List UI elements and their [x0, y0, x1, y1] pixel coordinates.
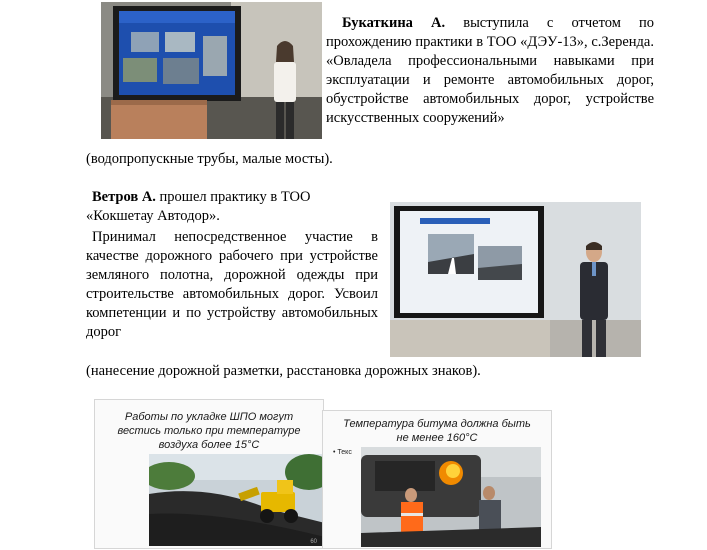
- student-name-bukatkina: Букаткина А.: [342, 15, 446, 31]
- paragraph-bukatkina-continuation: [86, 150, 646, 169]
- photo-speaker-1: [101, 2, 322, 139]
- slide-bitumen-image: [361, 447, 541, 547]
- slide-bitumen-temperature-title: Температура битума должна быть не менее 160°С: [343, 418, 531, 444]
- slide-asphalt-laying-image: [149, 454, 324, 546]
- slide-asphalt-laying: [94, 399, 324, 549]
- slide-bitumen-temperature: [322, 410, 552, 549]
- paragraph-vetrov-intro: [86, 188, 378, 226]
- slide-page-number: 60: [310, 539, 317, 545]
- paragraph-vetrov-body-text: Принимал непосредственное участие в качестве дорожного рабочего при устройстве земляного полотна, дорожной одежды при строительстве автомобильных дорог. Усвоил компетенции и по устройству автомобильных дорог: [86, 229, 378, 340]
- paragraph-vetrov-continuation: [86, 362, 646, 381]
- slide-asphalt-laying-title: Работы по укладке ШПО могут вестись только при температуре воздуха более 15°С: [117, 411, 301, 451]
- paragraph-vetrov-intro-text: прошел практику в ТОО «Кокшетау Автодор».: [86, 189, 311, 224]
- paragraph-bukatkina-continuation-text: (водопропускные трубы, малые мосты).: [86, 151, 333, 167]
- slide-bitumen-bullet-text: Текс: [337, 449, 352, 456]
- paragraph-vetrov-body: [86, 228, 378, 342]
- paragraph-vetrov-continuation-text: (нанесение дорожной разметки, расстановка дорожных знаков).: [86, 363, 481, 379]
- paragraph-bukatkina: [326, 14, 654, 128]
- student-name-vetrov: Ветров А.: [92, 189, 156, 205]
- paragraph-bukatkina-text: выступила с отчетом по прохождению практики в ТОО «ДЭУ-13», с.Зеренда. «Овладела профессиональными навыками при эксплуатации и ремонте автомобильных дорог, обустройстве автомобильных дорог, устройстве искусственных сооружений»: [326, 15, 654, 126]
- bullet-icon: •: [333, 449, 338, 456]
- slide-bitumen-bullet: [333, 449, 352, 456]
- photo-speaker-2: [390, 202, 641, 357]
